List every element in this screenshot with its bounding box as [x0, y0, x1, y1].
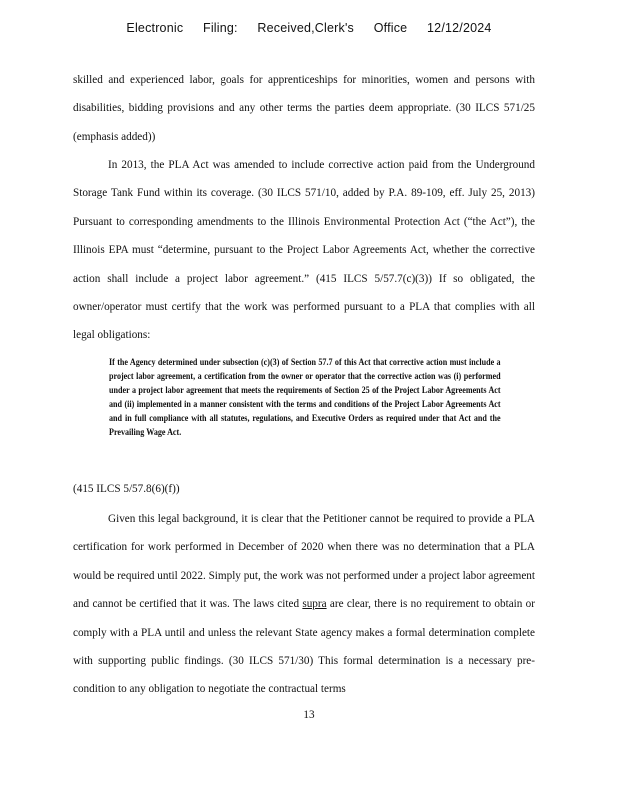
header-office: Office — [373, 21, 408, 35]
page-number: 13 — [303, 709, 315, 721]
paragraph-pla-amendment: In 2013, the PLA Act was amended to include corrective action paid from the Underground Storage Tank Fund within its coverage. (30 ILCS 571/10, added by P.A. 89-109, eff. July 25, 2013) Pursuant to corresponding amendments to the Illinois Environmental Protection Act (“the Act”), the Illinois EPA must “determine, pursuant to the Project Labor Agreements Act, whether the corrective action shall include a project labor agreement.” (415 ILCS 5/57.7(c)(3)) If so obligated, the owner/operator must certify that the work was performed pursuant to a PLA that complies with all legal obligations: — [73, 159, 535, 342]
paragraph-text-before: Given this legal background, it is clear that the Petitioner cannot be required to provide a PLA certification for work performed in December of 2020 when there was no determination that a PLA would be required until 2022. Simply put, the work was not performed under a project labor agreement and cannot be certified that it was. The laws cited — [73, 513, 535, 611]
paragraph-text-after: are clear, there is no requirement to obtain or comply with a PLA until and unless the relevant State agency makes a formal determination complete with supporting public findings. (30 ILCS 571/30) This formal determination is a necessary pre-condition to any obligation to negotiate the contractual terms — [73, 598, 535, 696]
header-filing: Filing: — [202, 21, 238, 35]
statute-blockquote: If the Agency determined under subsection (c)(3) of Section 57.7 of this Act that corrective action must include a project labor agreement, a certification from the owner or operator that the corrective action was (i) performed under a project labor agreement that meets the requirements of Section 25 of the Project Labor Agreements Act and (ii) implemented in a manner consistent with the terms and conditions of the Project Labor Agreements Act and in full compliance with all statutes, regulations, and Executive Orders as required under that Act and the Prevailing Wage Act. — [109, 357, 501, 437]
paragraph-legal-background — [73, 505, 535, 704]
header-received: Received,Clerk's — [257, 21, 355, 35]
blockquote-citation: (415 ILCS 5/57.8(6)(f)) — [73, 483, 180, 495]
header-date: 12/12/2024 — [427, 21, 492, 35]
header-electronic: Electronic — [126, 21, 184, 35]
paragraph-continuation: skilled and experienced labor, goals for apprenticeships for minorities, women and persons with disabilities, bidding provisions and any other terms the parties deem appropriate. (30 ILCS 571/25 (emphasis added)) — [73, 74, 535, 143]
supra-underlined: supra — [302, 598, 327, 611]
filing-stamp-header — [0, 21, 618, 35]
